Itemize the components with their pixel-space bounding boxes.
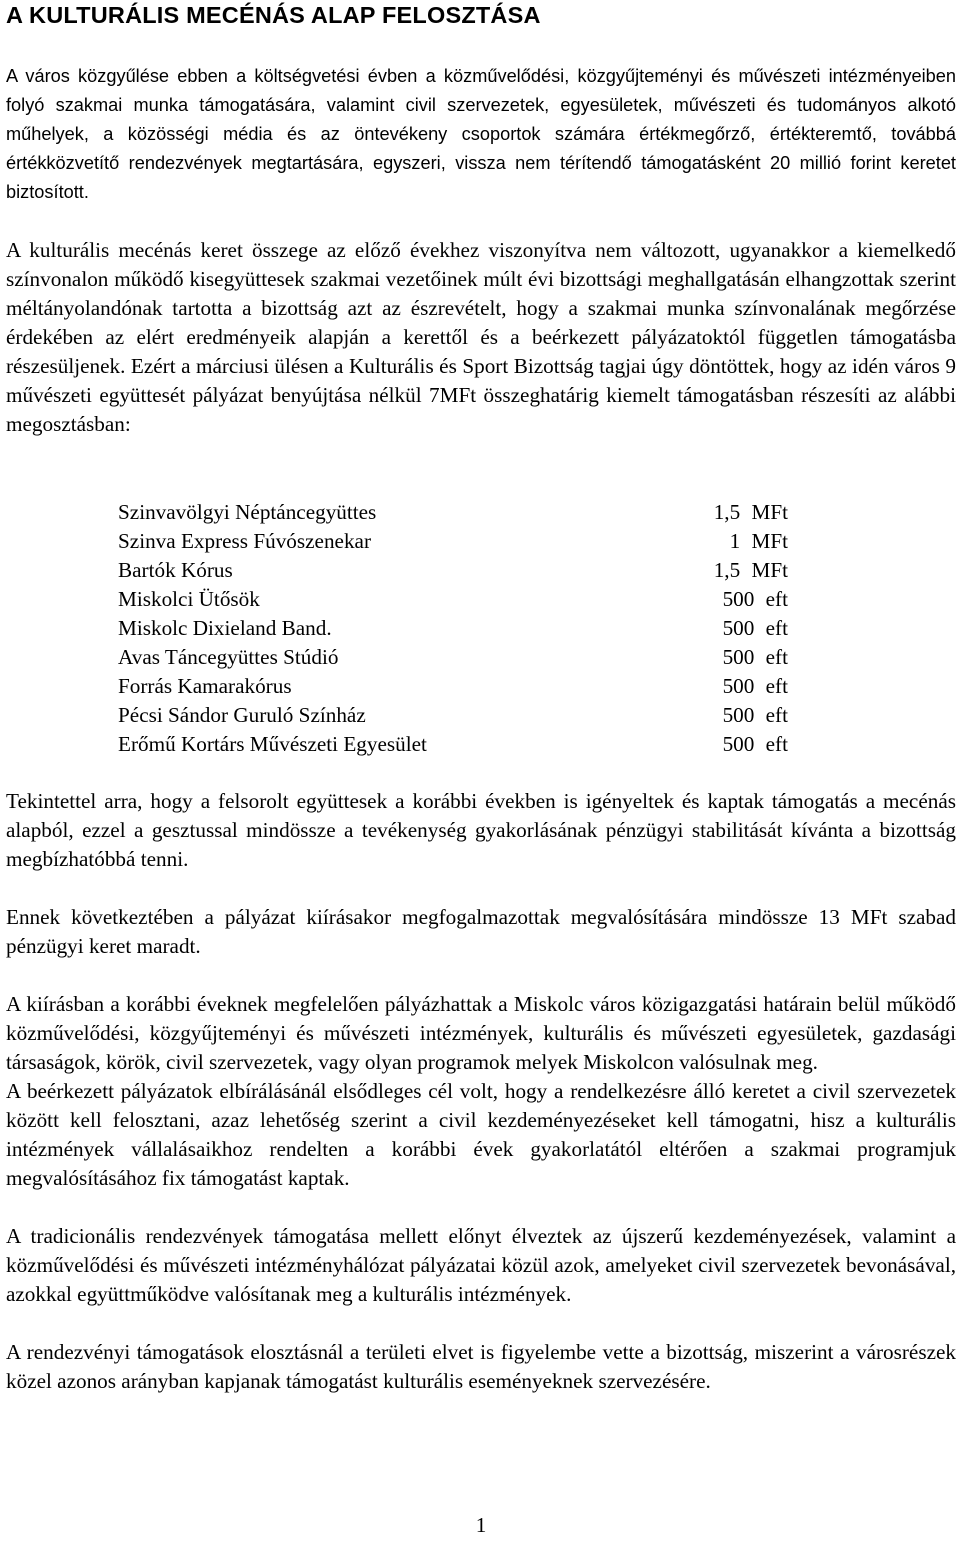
allocation-row [118,614,788,643]
paragraph-tradicionalis: A tradicionális rendezvények támogatása mellett előnyt élveztek az újszerű kezdeményezések, valamint a közművelődési és művészeti intézményhálózat pályázatai közül azok, amelyeket civil szervezetek bevonásával, azokkal együttműködve valósítanak meg a kulturális intézmények. [6,1224,956,1306]
allocation-name: Szinva Express Fúvószenekar [118,529,372,553]
paragraph-intro: A város közgyűlése ebben a költségvetési évben a közművelődési, közgyűjteményi és művészeti intézményeiben folyó szakmai munka támogatására, valamint civil szervezetek, egyesületek, művészeti és tudományos alkotó műhelyek, a közösségi média és az öntevékeny csoportok számára értékmegőrző, értékteremtő, továbbá értékközvetítő rendezvények megtartására, egyszeri, vissza nem térítendő támogatásként 20 millió forint keretet biztosított. [6,66,956,202]
allocation-row [118,585,788,614]
page-number: 1 [475,1513,487,1537]
allocation-name: Avas Táncegyüttes Stúdió [118,645,339,669]
allocation-amount: 1,5 MFt [713,500,788,524]
allocation-amount: 1,5 MFt [713,558,788,582]
allocation-list [118,498,788,759]
allocation-row [118,730,788,759]
paragraph-mecenas-keret: A kulturális mecénás keret összege az előző évekhez viszonyítva nem változott, ugyanakkor a kiemelkedő színvonalon működő kisegyüttesek szakmai vezetőinek múlt évi bizottsági meghallgatásán elhangzottak szerint méltányolandónak tartotta a bizottság azt az észrevételt, hogy a szakmai munka színvonalának megőrzése érdekében az elért eredményeik alapján a kerettől és a beérkezett pályázatoktól független támogatásba részesüljenek. Ezért a márciusi ülésen a Kulturális és Sport Bizottság tagjai úgy döntöttek, hogy az idén város 9 művészeti együttesét pályázat benyújtása nélkül 7MFt összeghatárig kiemelt támogatásban részesíti az alábbi megosztásban: [6,238,956,436]
allocation-name: Szinvavölgyi Néptáncegyüttes [118,500,377,524]
allocation-name: Bartók Kórus [118,558,233,582]
allocation-name: Forrás Kamarakórus [118,674,292,698]
paragraph-teruleti-elv: A rendezvényi támogatások elosztásnál a területi elvet is figyelembe vette a bizottság, miszerint a városrészek közel azonos arányban kapjanak támogatást kulturális eseményeknek szervezésére. [6,1340,956,1393]
allocation-row [118,527,788,556]
allocation-amount: 500 eft [722,645,788,669]
allocation-amount: 1 MFt [729,529,788,553]
document-title: A KULTURÁLIS MECÉNÁS ALAP FELOSZTÁSA [6,2,541,28]
allocation-amount: 500 eft [722,587,788,611]
allocation-amount: 500 eft [722,703,788,727]
allocation-name: Erőmű Kortárs Művészeti Egyesület [118,732,427,756]
allocation-row [118,701,788,730]
allocation-row [118,556,788,585]
allocation-row [118,643,788,672]
allocation-row [118,498,788,527]
paragraph-elbiralas: A beérkezett pályázatok elbírálásánál elsődleges cél volt, hogy a rendelkezésre álló keretet a civil szervezetek között kell felosztani, azaz lehetőség szerint a civil kezdeményezéseket kell támogatni, hisz a kulturális intézmények vállalásaikhoz rendelten a korábbi évek gyakorlatától eltérően a szakmai programjuk megvalósításához fix támogatást kaptak. [6,1079,956,1190]
allocation-name: Miskolc Dixieland Band. [118,616,332,640]
paragraph-kiiras: A kiírásban a korábbi éveknek megfelelően pályázhattak a Miskolc város közigazgatási határain belül működő közművelődési, közgyűjteményi és művészeti intézmények, kulturális és művészeti egyesületek, gazdasági társaságok, körök, civil szervezetek, vagy olyan programok melyek Miskolcon valósulnak meg. [6,992,956,1074]
paragraph-szabad-keret: Ennek következtében a pályázat kiírásakor megfogalmazottak megvalósítására mindössze 13 MFt szabad pénzügyi keret maradt. [6,905,956,958]
paragraph-tekintettel: Tekintettel arra, hogy a felsorolt együttesek a korábbi években is igényeltek és kaptak támogatás a mecénás alapból, ezzel a gesztussal mindössze a tevékenység gyakorlásának pénzügyi stabilitását kívánta a bizottság megbízhatóbbá tenni. [6,789,956,871]
allocation-name: Miskolci Ütősök [118,587,260,611]
allocation-amount: 500 eft [722,732,788,756]
allocation-row [118,672,788,701]
allocation-amount: 500 eft [722,674,788,698]
allocation-amount: 500 eft [722,616,788,640]
allocation-name: Pécsi Sándor Guruló Színház [118,703,366,727]
